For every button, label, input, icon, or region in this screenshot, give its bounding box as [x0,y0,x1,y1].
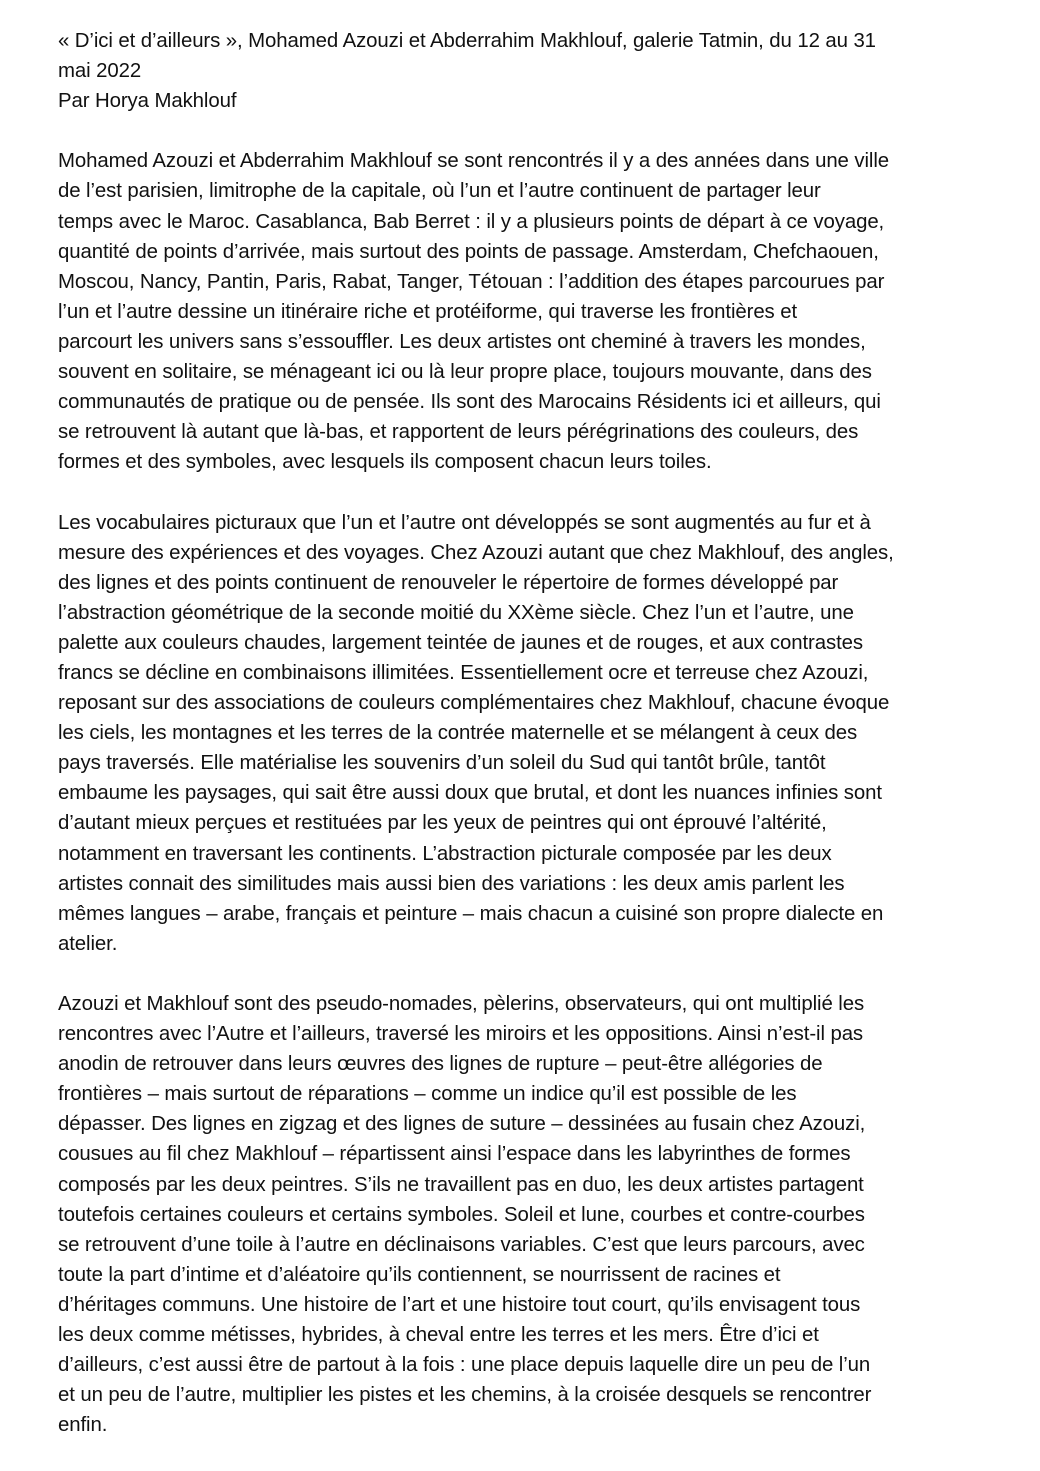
paragraph-3-line: Azouzi et Makhlouf sont des pseudo-nomades, pèlerins, observateurs, qui ont multiplié les [58,993,865,1015]
paragraph-1-line: l’un et l’autre dessine un itinéraire riche et protéiforme, qui traverse les frontières et [58,300,798,323]
paragraph-2-line: notamment en traversant les continents. L’abstraction picturale composée par les deux [58,842,832,865]
paragraph-3 [58,989,998,1440]
paragraph-1-line: parcourt les univers sans s’essouffler. Les deux artistes ont cheminé à travers les mondes, [58,330,866,353]
paragraph-2-line: pays traversés. Elle matérialise les souvenirs d’un soleil du Sud qui tantôt brûle, tantôt [58,752,826,775]
paragraph-1-line: formes et des symboles, avec lesquels ils composent chacun leurs toiles. [58,451,712,474]
paragraph-2-line: Les vocabulaires picturaux que l’un et l’autre ont développés se sont augmentés au fur et à [58,511,871,534]
paragraph-3-line: et un peu de l’autre, multiplier les pistes et les chemins, à la croisée desquels se rencontrer [58,1384,872,1407]
paragraph-3-line: toute la part d’intime et d’aléatoire qu’ils contiennent, se nourrissent de racines et [58,1263,781,1286]
paragraph-2-line: embaume les paysages, qui sait être aussi doux que brutal, et dont les nuances infinies sont [58,782,882,805]
paragraph-1-line: Moscou, Nancy, Pantin, Paris, Rabat, Tanger, Tétouan : l’addition des étapes parcourues par [58,270,885,293]
paragraph-2-line: les ciels, les montagnes et les terres de la contrée maternelle et se mélangent à ceux des [58,722,858,745]
paragraph-2-line: l’abstraction géométrique de la seconde moitié du XXème siècle. Chez l’un et l’autre, une [58,601,854,624]
paragraph-2-line: mesure des expériences et des voyages. Chez Azouzi autant que chez Makhlouf, des angles, [58,541,894,564]
paragraph-3-line: les deux comme métisses, hybrides, à cheval entre les terres et les mers. Être d’ici et [58,1324,819,1347]
paragraph-1-line: temps avec le Maroc. Casablanca, Bab Berret : il y a plusieurs points de départ à ce voyage, [58,210,885,233]
paragraph-3-line: se retrouvent d’une toile à l’autre en déclinaisons variables. C’est que leurs parcours, avec [58,1233,865,1256]
paragraph-2-line: palette aux couleurs chaudes, largement teintée de jaunes et de rouges, et aux contrastes [58,631,863,654]
paragraph-3-line: d’héritages communs. Une histoire de l’art et une histoire tout court, qu’ils envisagent tous [58,1293,861,1316]
article-title-line-1: « D’ici et d’ailleurs », Mohamed Azouzi et Abderrahim Makhlouf, galerie Tatmin, du 12 au 31 [58,30,876,52]
paragraph-1-line: Mohamed Azouzi et Abderrahim Makhlouf se sont rencontrés il y a des années dans une ville [58,150,889,173]
paragraph-1-line: se retrouvent là autant que là-bas, et rapportent de leurs pérégrinations des couleurs, des [58,421,859,444]
paragraph-2-line: d’autant mieux perçues et restituées par les yeux de peintres qui ont éprouvé l’altérité, [58,812,827,835]
paragraph-2-line: des lignes et des points continuent de renouveler le répertoire de formes développé par [58,571,839,594]
paragraph-1 [58,146,998,477]
article-title-line-2: mai 2022 [58,60,142,83]
paragraph-2-line: mêmes langues – arabe, français et peinture – mais chacun a cuisiné son propre dialecte en [58,902,884,925]
paragraph-3-line: dépasser. Des lignes en zigzag et des lignes de suture – dessinées au fusain chez Azouzi, [58,1113,866,1136]
paragraph-1-line: quantité de points d’arrivée, mais surtout des points de passage. Amsterdam, Chefchaouen, [58,240,879,263]
paragraph-3-line: enfin. [58,1414,108,1437]
paragraph-1-line: communautés de pratique ou de pensée. Ils sont des Marocains Résidents ici et ailleurs, qui [58,391,881,414]
paragraph-3-line: cousues au fil chez Makhlouf – répartissent ainsi l’espace dans les labyrinthes de formes [58,1143,851,1166]
paragraph-1-line: de l’est parisien, limitrophe de la capitale, où l’un et l’autre continuent de partager leur [58,180,821,203]
paragraph-3-line: toutefois certaines couleurs et certains symboles. Soleil et lune, courbes et contre-courbes [58,1203,865,1226]
paragraph-2-line: francs se décline en combinaisons illimitées. Essentiellement ocre et terreuse chez Azouzi, [58,661,869,684]
article-byline: Par Horya Makhlouf [58,90,237,113]
paragraph-3-line: rencontres avec l’Autre et l’ailleurs, traversé les miroirs et les oppositions. Ainsi n’est-il pas [58,1023,864,1046]
paragraph-3-line: frontières – mais surtout de réparations – comme un indice qu’il est possible de les [58,1083,797,1106]
paragraph-2-line: atelier. [58,932,118,955]
paragraph-3-line: d’ailleurs, c’est aussi être de partout à la fois : une place depuis laquelle dire un peu de l’un [58,1354,871,1377]
paragraph-3-line: composés par les deux peintres. S’ils ne travaillent pas en duo, les deux artistes partagent [58,1173,864,1196]
paragraph-1-line: souvent en solitaire, se ménageant ici ou là leur propre place, toujours mouvante, dans des [58,361,872,384]
paragraph-3-line: anodin de retrouver dans leurs œuvres des lignes de rupture – peut-être allégories de [58,1053,823,1076]
paragraph-2 [58,508,998,959]
document-body [58,26,998,1440]
paragraph-2-line: artistes connait des similitudes mais aussi bien des variations : les deux amis parlent les [58,872,845,895]
paragraph-2-line: reposant sur des associations de couleurs complémentaires chez Makhlouf, chacune évoque [58,692,890,715]
